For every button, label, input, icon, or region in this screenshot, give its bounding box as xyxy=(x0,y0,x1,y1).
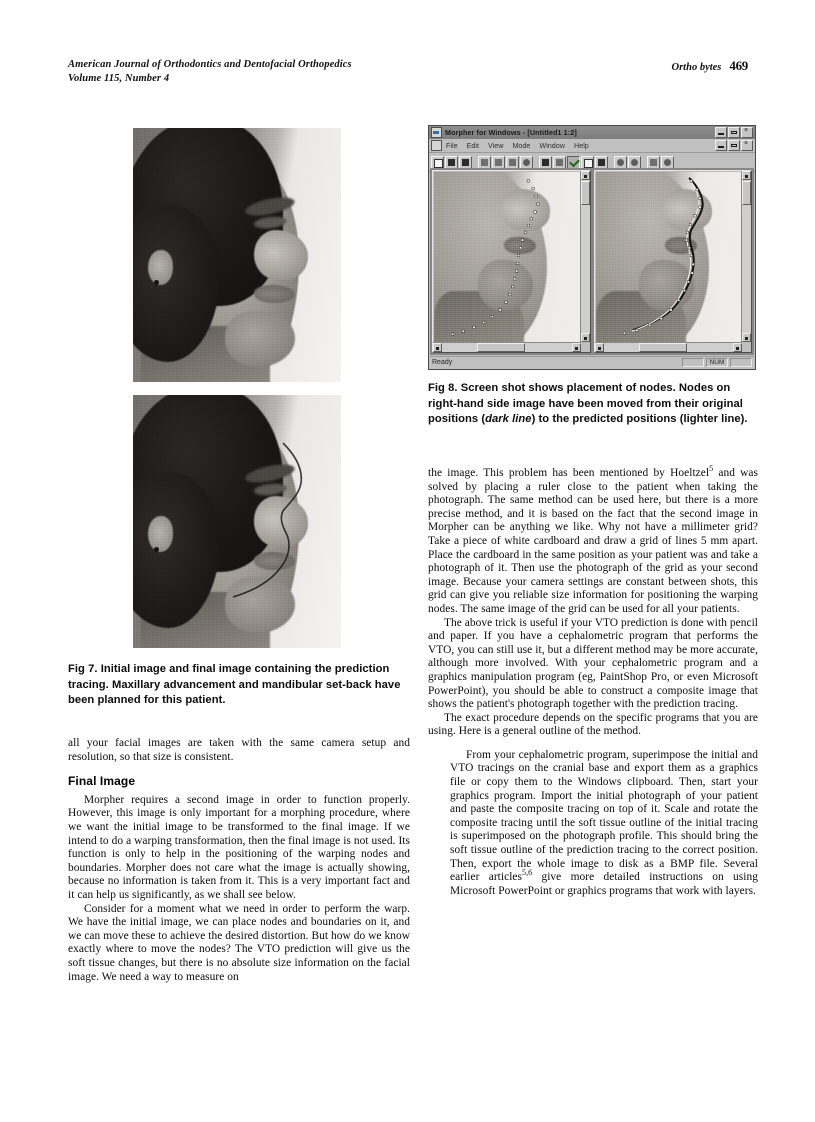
morpher-title-bar[interactable] xyxy=(429,126,755,139)
menu-item-view[interactable]: View xyxy=(487,141,504,150)
maximize-icon[interactable] xyxy=(728,127,740,138)
fig7-final-photo xyxy=(133,395,341,648)
checkmark-icon[interactable] xyxy=(567,156,580,169)
fig8-label: Fig 8. xyxy=(428,382,458,394)
journal-title xyxy=(68,58,352,86)
scroll-up-arrow[interactable] xyxy=(581,171,590,180)
section-and-page xyxy=(672,58,748,74)
morpher-status-bar xyxy=(430,356,754,368)
mdi-child-original-image[interactable] xyxy=(432,170,591,353)
scroll-right-arrow[interactable] xyxy=(733,343,742,352)
section-name: Ortho bytes xyxy=(671,62,722,73)
paragraph-image-problem-a: the image. This problem has been mentioned by Hoeltzel xyxy=(428,467,710,479)
lock-icon[interactable] xyxy=(595,156,608,169)
new-document-icon[interactable] xyxy=(431,156,444,169)
minimize-icon[interactable] xyxy=(715,127,727,138)
magnifier-icon[interactable] xyxy=(661,156,674,169)
photo-film-grain xyxy=(133,128,341,382)
node-marker-icon[interactable] xyxy=(647,156,660,169)
scroll-left-arrow[interactable] xyxy=(433,343,442,352)
close-icon[interactable]: × xyxy=(741,127,753,138)
scroll-right-arrow[interactable] xyxy=(572,343,581,352)
dark-line-original-positions xyxy=(632,178,702,330)
horizontal-scrollbar-left[interactable] xyxy=(433,342,581,352)
profile-photograph-initial xyxy=(133,128,341,382)
fig7-label: Fig 7. xyxy=(68,663,98,675)
morpher-mdi-client-area xyxy=(430,168,754,355)
scrollbar-corner xyxy=(581,343,590,352)
status-pane-empty-2 xyxy=(730,358,752,367)
rectangle-icon[interactable] xyxy=(581,156,594,169)
menu-item-help[interactable]: Help xyxy=(574,141,589,150)
journal-volume-line: Volume 115, Number 4 xyxy=(68,73,170,84)
morpher-menu-bar[interactable] xyxy=(429,139,755,153)
window-control-buttons[interactable] xyxy=(715,127,753,138)
paragraph-method-outline-a: From your cephalometric program, superimpose the initial and VTO tracings on the cranial base and export them as a graphics file or copy them to the Windows clipboard. Then, start your graphics program. Import the initial photograph of your patient and paste the composite tracing on top of it. Scale and rotate the composite tracing until the soft tissue outline of the initial tracing is superimposed on the photograph profile. This should bring the soft tissue outline of the prediction tracing to the correct position. Then, export the whole image to disk as a BMP file. Several earlier articles xyxy=(450,748,758,884)
paragraph-continuation: all your facial images are taken with the same camera setup and resolution, so that size is consistent. xyxy=(68,737,410,763)
journal-title-line1: American Journal of Orthodontics and Dentofacial Orthopedics xyxy=(68,59,352,70)
fig8-caption-emphasis: dark line xyxy=(485,413,532,426)
reference-superscript-5-6: 5,6 xyxy=(522,868,533,878)
mdi-control-buttons[interactable] xyxy=(715,140,753,151)
morpher-window-title: Morpher for Windows - [Untitled1 1:2] xyxy=(445,128,577,137)
warping-nodes-predicted[interactable] xyxy=(596,172,741,342)
pencil-icon[interactable] xyxy=(520,156,533,169)
fig8-caption-part1: Screen shot shows placement of nodes. Nodes on right-hand side image have been moved from their original positions ( xyxy=(428,382,743,426)
undo-arrow-icon[interactable] xyxy=(478,156,491,169)
horizontal-scroll-thumb[interactable] xyxy=(477,343,525,352)
section-heading-final-image: Final Image xyxy=(68,774,136,789)
vertical-scrollbar-left[interactable] xyxy=(580,171,590,342)
vertical-scroll-thumb[interactable] xyxy=(742,181,751,205)
menu-item-mode[interactable]: Mode xyxy=(512,141,531,150)
status-pane-empty-1 xyxy=(682,358,704,367)
copy-icon[interactable] xyxy=(506,156,519,169)
profile-photograph-final xyxy=(133,395,341,648)
fig8-caption-part2: ) to the predicted positions (lighter line). xyxy=(531,413,748,426)
scroll-up-arrow[interactable] xyxy=(742,171,751,180)
menu-item-window[interactable]: Window xyxy=(539,141,565,150)
document-icon xyxy=(431,127,442,138)
menu-item-edit[interactable]: Edit xyxy=(466,141,479,150)
menu-item-file[interactable]: File xyxy=(446,141,458,150)
canvas-predicted-image[interactable] xyxy=(596,172,742,342)
zoom-in-icon[interactable] xyxy=(614,156,627,169)
paragraph-image-problem xyxy=(428,464,758,617)
zoom-out-icon[interactable] xyxy=(628,156,641,169)
paragraph-exact-procedure: The exact procedure depends on the specific programs that you are using. Here is a general outline of the method. xyxy=(428,711,758,738)
mdi-document-icon[interactable] xyxy=(431,140,442,151)
paint-bucket-icon[interactable] xyxy=(539,156,552,169)
scrollbar-corner xyxy=(742,343,751,352)
warping-nodes-original[interactable] xyxy=(434,172,579,342)
eyedropper-icon[interactable] xyxy=(553,156,566,169)
fig8-caption xyxy=(428,381,758,428)
running-head xyxy=(68,58,748,92)
vertical-scroll-thumb[interactable] xyxy=(581,181,590,205)
paragraph-consider-warp: Consider for a moment what we need in order to perform the warp. We have the initial image, we can place nodes and boundaries on it, and we can move these to achieve the desired distortion. But how do we know exactly where to move the nodes? The VTO prediction will give us the soft tissue changes, but there is no absolute size information on the facial image. We need a way to measure on xyxy=(68,902,410,983)
paragraph-morpher-second-image: Morpher requires a second image in order to function properly. However, this image is only important for a morphing procedure, where we want the initial image to be transformed to the final image. If we intend to do a warping transformation, then the final image is not used. Its function is only to help in the positioning of the warping nodes and boundaries. Morpher does not care what the image is actually showing, because no information is taken from it. This is a very important fact and it can help us significantly, as we shall see below. xyxy=(68,793,410,901)
redo-arrow-icon[interactable] xyxy=(492,156,505,169)
canvas-original-image[interactable] xyxy=(434,172,580,342)
fig7-caption xyxy=(68,662,410,709)
paragraph-above-trick: The above trick is useful if your VTO prediction is done with pencil and paper. If you have a cephalometric program that performs the VTO, you can still use it, but a different method may be more accurate, although more involved. With your cephalometric program and a graphics manipulation program (eg, PaintShop Pro, or even Microsoft PowerPoint), you should be able to construct a composite image that shows the patient's photograph together with the prediction tracing. xyxy=(428,616,758,711)
paragraph-image-problem-b: and was solved by placing a ruler close to the patient when taking the photograph. The same method can be used here, but there is a more precise method, and it is based on the fact that the second image in Morpher can be anything we like. Why not have a millimeter grid? Take a piece of white cardboard and draw a grid of lines 5 mm apart. Place the cardboard in the same position as your patient was and take a photograph of it. Then use the photograph of the grid as your second image. Because your camera settings are constant between shots, this grid can give you reliable size information for positioning the warping nodes. The same image of the grid can be used for all your patients. xyxy=(428,467,758,615)
mdi-child-predicted-image[interactable] xyxy=(594,170,753,353)
mdi-close-icon[interactable]: × xyxy=(741,140,753,151)
page-number: 469 xyxy=(729,58,748,73)
fig7-caption-text: Initial image and final image containing the prediction tracing. Maxillary advancement and mandibular set-back have been planned for this patient. xyxy=(68,663,401,707)
horizontal-scroll-thumb[interactable] xyxy=(639,343,687,352)
horizontal-scrollbar-right[interactable] xyxy=(595,342,743,352)
right-column-body xyxy=(428,464,758,898)
reference-superscript-5: 5 xyxy=(709,464,714,474)
morpher-application-window[interactable] xyxy=(428,125,756,370)
paragraph-method-outline xyxy=(450,749,758,899)
scroll-down-arrow[interactable] xyxy=(581,333,590,342)
open-folder-icon[interactable] xyxy=(445,156,458,169)
status-ready-text: Ready xyxy=(432,359,453,366)
mdi-minimize-icon[interactable] xyxy=(715,140,727,151)
left-column-body xyxy=(68,737,410,984)
save-disk-icon[interactable] xyxy=(459,156,472,169)
vertical-scrollbar-right[interactable] xyxy=(741,171,751,342)
status-pane-num: NUM xyxy=(706,358,728,367)
fig7-initial-photo xyxy=(133,128,341,382)
lighter-line-predicted-positions xyxy=(631,180,698,331)
photo-film-grain xyxy=(133,395,341,648)
paragraph-method-outline-b: give more detailed instructions on using Microsoft PowerPoint or graphics programs that work with layers. xyxy=(450,871,758,897)
scroll-left-arrow[interactable] xyxy=(595,343,604,352)
scroll-down-arrow[interactable] xyxy=(742,333,751,342)
mdi-restore-icon[interactable] xyxy=(728,140,740,151)
